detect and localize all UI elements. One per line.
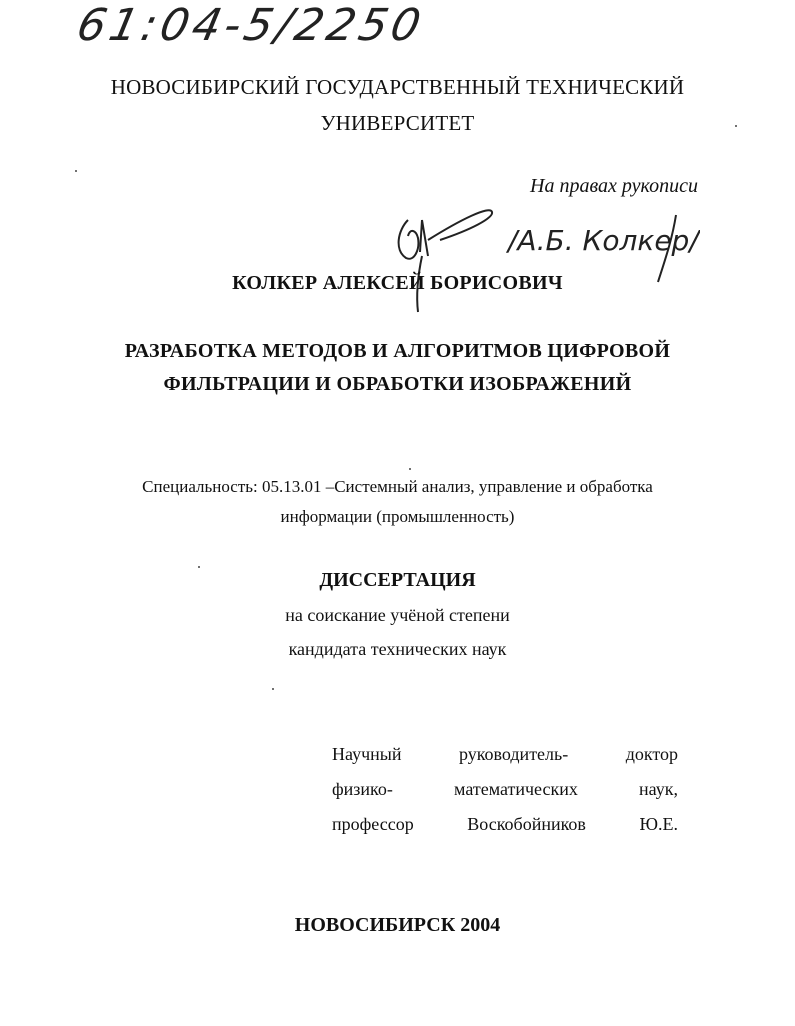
dissertation-title-line2: ФИЛЬТРАЦИИ И ОБРАБОТКИ ИЗОБРАЖЕНИЙ [163,373,632,395]
dissertation-title-line1: РАЗРАБОТКА МЕТОДОВ И АЛГОРИТМОВ ЦИФРОВОЙ [124,340,671,362]
scan-speck [198,566,200,568]
city-year: НОВОСИБИРСК 2004 [294,914,501,936]
document-type: ДИССЕРТАЦИЯ [319,569,476,591]
archive-number: 61:04-5/2250 [72,0,429,51]
supervisor-line1: Научный руководитель- доктор [332,744,678,764]
specialty-line2: информации (промышленность) [280,507,515,526]
supervisor-line2: физико- математических наук, [332,779,678,799]
manuscript-rights-note: На правах рукописи [530,175,698,197]
author-name: КОЛКЕР АЛЕКСЕЙ БОРИСОВИЧ [232,272,563,294]
scan-speck [409,468,411,470]
degree-line1: на соискание учёной степени [285,605,510,625]
supervisor-line3: профессор Воскобойников Ю.Е. [332,814,678,834]
university-name-line1: НОВОСИБИРСКИЙ ГОСУДАРСТВЕННЫЙ ТЕХНИЧЕСКИЙ [110,75,685,99]
signature-text: /А.Б. Колкер/ [508,224,699,257]
author-signature [380,200,700,320]
university-name-line2: УНИВЕРСИТЕТ [320,111,475,135]
scan-speck [735,125,737,127]
degree-line2: кандидата технических наук [288,639,507,659]
scan-speck [75,170,77,172]
scan-speck [272,688,274,690]
specialty-line1: Специальность: 05.13.01 –Системный анализ, управление и обработка [142,477,653,496]
